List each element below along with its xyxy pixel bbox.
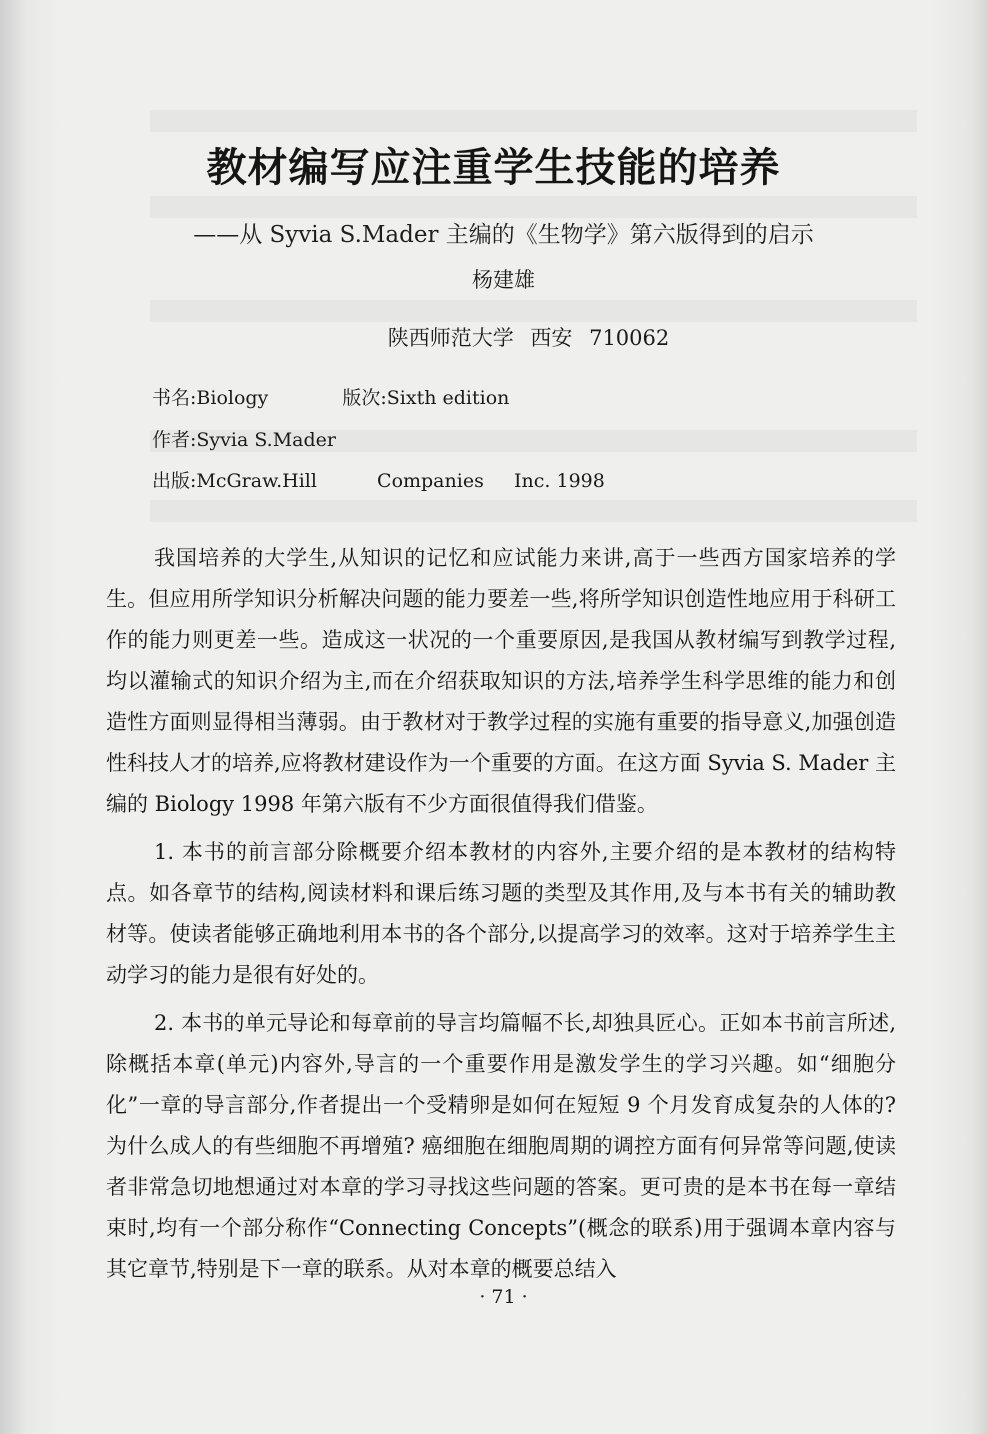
author-affiliation: 陕西师范大学 西安 710062 (387, 326, 670, 350)
article-body (106, 538, 896, 1297)
article-subtitle: ——从 Syvia S.Mader 主编的《生物学》第六版得到的启示 (193, 222, 814, 248)
body-paragraph: 我国培养的大学生,从知识的记忆和应试能力来讲,高于一些西方国家培养的学生。但应用所学知识分析解决问题的能力要差一些,将所学知识创造性地应用于科研工作的能力则更差一些。造成这一状况的一个重要原因,是我国从教材编写到教学过程,均以灌输式的知识介绍为主,而在介绍获取知识的方法,培养学生科学思维的能力和创造性方面则显得相当薄弱。由于教材对于教学过程的实施有重要的指导意义,加强创造性科技人才的培养,应将教材建设作为一个重要的方面。在这方面 Syvia S. Mader 主编的 Biology 1998 年第六版有不少方面很值得我们借鉴。 (106, 546, 896, 816)
article-author: 杨建雄 (472, 268, 535, 292)
body-paragraph: 1. 本书的前言部分除概要介绍本教材的内容外,主要介绍的是本教材的结构特点。如各章节的结构,阅读材料和课后练习题的类型及其作用,及与本书有关的辅助教材等。使读者能够正确地利用本书的各个部分,以提高学习的效率。这对于培养学生主动学习的能力是很有好处的。 (106, 840, 896, 987)
book-edition: 版次:Sixth edition (342, 387, 510, 409)
bleed-through-shade (150, 500, 917, 522)
bleed-through-shade (150, 300, 917, 322)
book-name: 书名:Biology (152, 387, 269, 409)
body-paragraph: 2. 本书的单元导论和每章前的导言均篇幅不长,却独具匠心。正如本书前言所述,除概括本章(单元)内容外,导言的一个重要作用是激发学生的学习兴趣。如“细胞分化”一章的导言部分,作者提出一个受精卵是如何在短短 9 个月发育成复杂的人体的? 为什么成人的有些细胞不再增殖? 癌细胞在细胞周期的调控方面有何异常等问题,使读者非常急切地想通过对本章的学习寻找这些问题的答案。更可贵的是本书在每一章结束时,均有一个部分称作“Connecting Concepts”(概念的联系)用于强调本章内容与其它章节,特别是下一章的联系。从对本章的概要总结入 (106, 1011, 896, 1281)
bleed-through-shade (150, 110, 917, 132)
book-info-row-3 (152, 466, 605, 493)
book-info-row-1 (152, 383, 509, 410)
book-info-row-2 (152, 425, 336, 452)
article-title: 教材编写应注重学生技能的培养 (206, 145, 781, 191)
bleed-through-shade (150, 196, 917, 218)
book-publisher-detail: Companies Inc. 1998 (377, 470, 605, 492)
book-author: 作者:Syvia S.Mader (152, 429, 336, 451)
page-number: · 71 · (479, 1286, 528, 1308)
book-publisher: 出版:McGraw.Hill (152, 470, 317, 492)
